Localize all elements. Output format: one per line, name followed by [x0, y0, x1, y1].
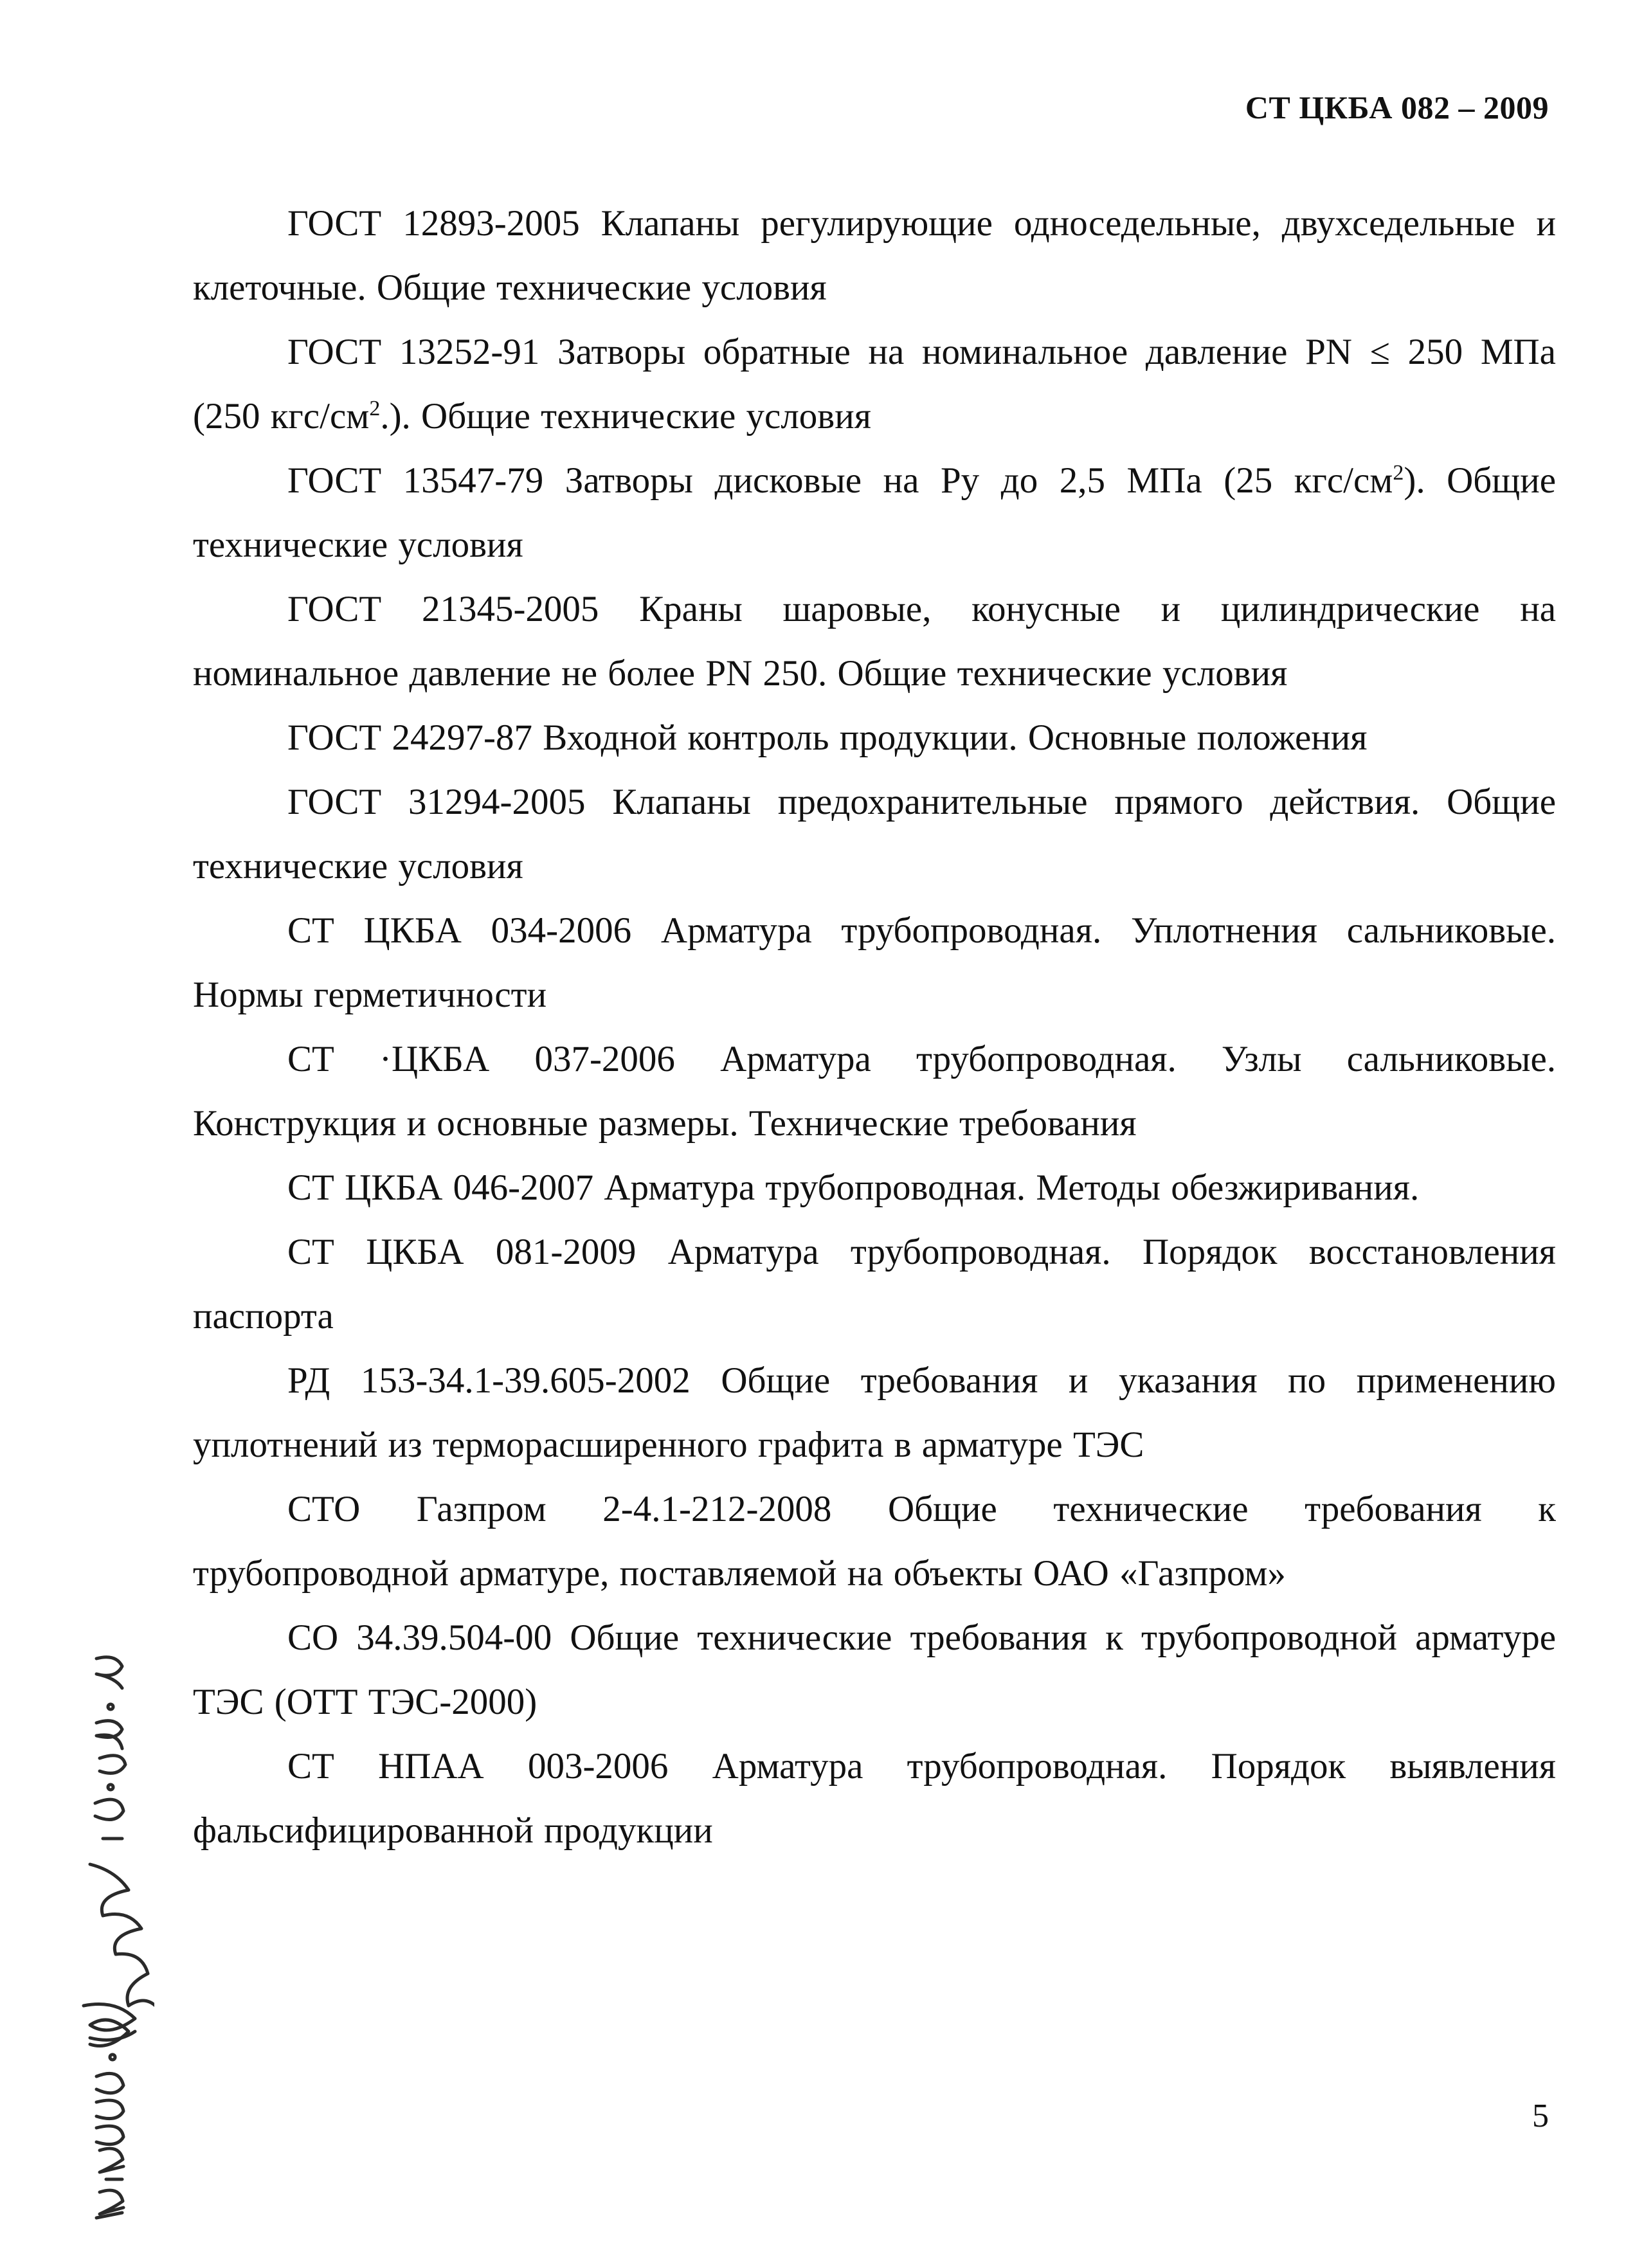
reference-line: СТ ЦКБА 046-2007 Арматура трубопроводная. Методы обезжиривания.: [287, 1167, 1420, 1208]
reference-item: [193, 1156, 1556, 1220]
reference-line: РД 153-34.1-39.605-2002 Общие требования и указания по применению: [287, 1360, 1556, 1401]
reference-line: клеточные. Общие технические условия: [193, 267, 827, 308]
superscript: 2: [1393, 461, 1404, 485]
reference-item: [193, 1606, 1556, 1734]
reference-item: [193, 1477, 1556, 1606]
reference-item: [193, 320, 1556, 449]
reference-line: номинальное давление не более PN 250. Общие технические условия: [193, 653, 1288, 694]
handwritten-registration-note: [71, 1646, 154, 2224]
reference-text: ). Общие: [1404, 460, 1556, 501]
reference-item: [193, 1220, 1556, 1349]
reference-text: ГОСТ 13547-79 Затворы дисковые на Ру до 2,5 МПа (25 кгс/см: [287, 460, 1393, 501]
reference-line: ГОСТ 31294-2005 Клапаны предохранительные прямого действия. Общие: [287, 782, 1556, 822]
page-number: 5: [1532, 2098, 1549, 2134]
reference-line: технические условия: [193, 846, 523, 887]
reference-line: Конструкция и основные размеры. Технические требования: [193, 1103, 1137, 1144]
reference-item: [193, 449, 1556, 577]
reference-item: [193, 706, 1556, 770]
reference-item: [193, 1734, 1556, 1863]
reference-line: СТ НПАА 003-2006 Арматура трубопроводная. Порядок выявления: [287, 1746, 1556, 1787]
reference-item: [193, 1027, 1556, 1156]
reference-line: ГОСТ 21345-2005 Краны шаровые, конусные и цилиндрические на: [287, 589, 1556, 629]
reference-line: СО 34.39.504-00 Общие технические требования к трубопроводной арматуре: [287, 1617, 1556, 1658]
reference-line: технические условия: [193, 525, 523, 565]
reference-line: [193, 384, 1556, 449]
reference-item: [193, 577, 1556, 706]
reference-line: [193, 449, 1556, 513]
reference-line: ГОСТ 24297-87 Входной контроль продукции. Основные положения: [287, 717, 1368, 758]
reference-item: [193, 770, 1556, 899]
reference-line: ТЭС (ОТТ ТЭС-2000): [193, 1682, 537, 1722]
reference-line: паспорта: [193, 1296, 334, 1336]
reference-line: СТ ·ЦКБА 037-2006 Арматура трубопроводная. Узлы сальниковые.: [287, 1039, 1556, 1079]
reference-line: СТ ЦКБА 081-2009 Арматура трубопроводная. Порядок восстановления: [287, 1232, 1556, 1272]
reference-line: Нормы герметичности: [193, 975, 547, 1015]
normative-references-list: [193, 192, 1556, 1863]
reference-line: СТ ЦКБА 034-2006 Арматура трубопроводная. Уплотнения сальниковые.: [287, 910, 1556, 951]
reference-text: .). Общие технические условия: [380, 396, 871, 437]
reference-line: СТО Газпром 2-4.1-212-2008 Общие технические требования к: [287, 1489, 1556, 1529]
reference-item: [193, 1349, 1556, 1477]
reference-line: фальсифицированной продукции: [193, 1810, 713, 1851]
reference-item: [193, 899, 1556, 1027]
reference-line: уплотнений из терморасширенного графита в арматуре ТЭС: [193, 1425, 1144, 1465]
reference-line: ГОСТ 12893-2005 Клапаны регулирующие односедельные, двухседельные и: [287, 203, 1556, 244]
reference-text: (250 кгс/см: [193, 396, 370, 437]
superscript: 2: [369, 397, 381, 420]
document-code-header: СТ ЦКБА 082 – 2009: [1245, 89, 1549, 125]
reference-line: трубопроводной арматуре, поставляемой на объекты ОАО «Газпром»: [193, 1553, 1286, 1594]
reference-line: ГОСТ 13252-91 Затворы обратные на номинальное давление PN ≤ 250 МПа: [287, 332, 1556, 372]
reference-item: [193, 192, 1556, 320]
